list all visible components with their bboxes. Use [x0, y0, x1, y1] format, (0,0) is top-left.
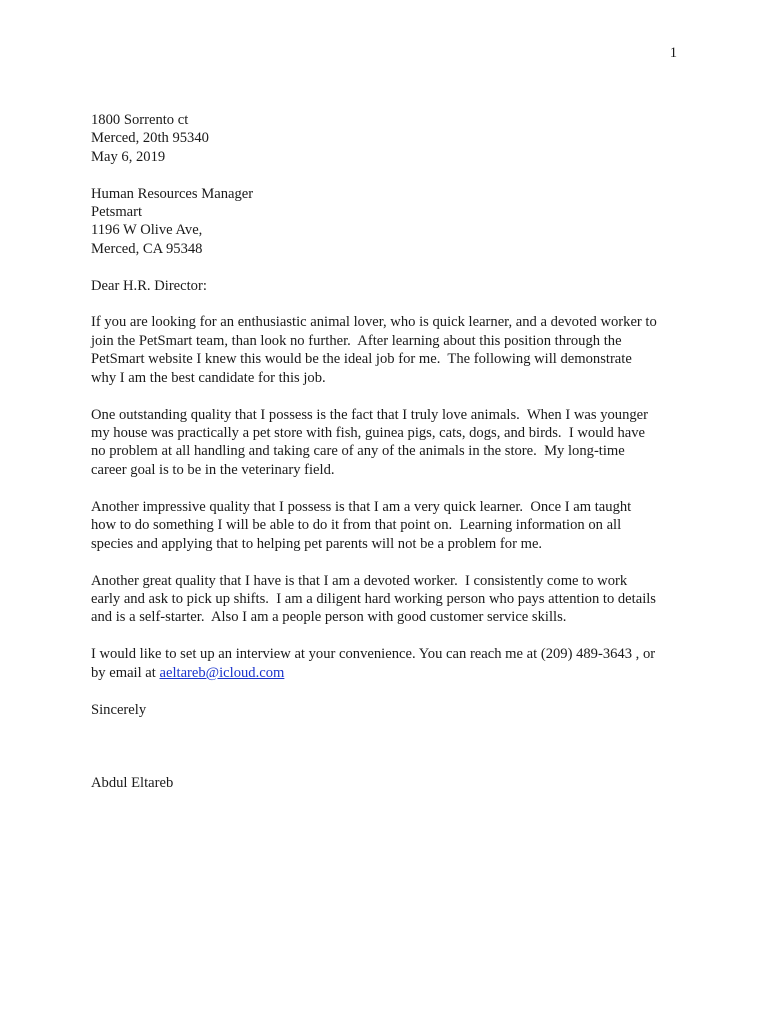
paragraph-line: my house was practically a pet store with fish, guinea pigs, cats, dogs, and birds. I would have: [91, 425, 646, 442]
body-paragraph-3: [91, 498, 681, 553]
body-paragraph-1: [91, 313, 681, 387]
paragraph-line: [91, 664, 681, 682]
paragraph-line: I would like to set up an interview at your convenience. You can reach me at (209) 489-3643 , or: [91, 646, 656, 663]
paragraph-line: career goal is to be in the veterinary field.: [91, 461, 335, 478]
body-paragraph-2: [91, 406, 681, 480]
closing-block: [91, 701, 681, 719]
recipient-address: [91, 185, 681, 259]
page-number: 1: [669, 45, 677, 61]
recipient-city-line: Merced, CA 95348: [91, 240, 203, 257]
sender-street: 1800 Sorrento ct: [91, 112, 189, 128]
paragraph-line: why I am the best candidate for this job.: [91, 369, 326, 386]
paragraph-line: Another great quality that I have is that I am a devoted worker. I consistently come to work: [91, 572, 628, 589]
letter-date: May 6, 2019: [91, 148, 166, 165]
paragraph-line: no problem at all handling and taking care of any of the animals in the store. My long-time: [91, 443, 625, 460]
paragraph-line: and is a self-starter. Also I am a people person with good customer service skills.: [91, 609, 567, 626]
sender-address: [91, 111, 681, 166]
signature-block: [91, 774, 681, 792]
closing: Sincerely: [91, 701, 147, 718]
salutation: Dear H.R. Director:: [91, 277, 207, 294]
paragraph-line: join the PetSmart team, than look no further. After learning about this position through the: [91, 332, 622, 349]
closing-paragraph: [91, 645, 681, 682]
email-prefix: by email at: [91, 664, 160, 681]
letter-body: [91, 111, 681, 793]
salutation-block: [91, 277, 681, 295]
paragraph-line: If you are looking for an enthusiastic animal lover, who is quick learner, and a devoted worker to: [91, 314, 657, 331]
paragraph-line: early and ask to pick up shifts. I am a diligent hard working person who pays attention to details: [91, 591, 656, 608]
paragraph-line: Another impressive quality that I possess is that I am a very quick learner. Once I am taught: [91, 498, 632, 515]
recipient-company: Petsmart: [91, 204, 143, 221]
paragraph-line: species and applying that to helping pet parents will not be a problem for me.: [91, 535, 543, 552]
recipient-title: Human Resources Manager: [91, 185, 254, 202]
paragraph-line: One outstanding quality that I possess is the fact that I truly love animals. When I was younger: [91, 406, 649, 423]
email-link[interactable]: aeltareb@icloud.com: [159, 664, 285, 681]
paragraph-line: how to do something I will be able to do it from that point on. Learning information on all: [91, 517, 622, 534]
paragraph-line: PetSmart website I knew this would be the ideal job for me. The following will demonstrate: [91, 351, 632, 368]
body-paragraph-4: [91, 572, 681, 627]
recipient-street: 1196 W Olive Ave,: [91, 222, 203, 239]
signature-name: Abdul Eltareb: [91, 775, 174, 792]
sender-city-line: Merced, 20th 95340: [91, 130, 209, 147]
